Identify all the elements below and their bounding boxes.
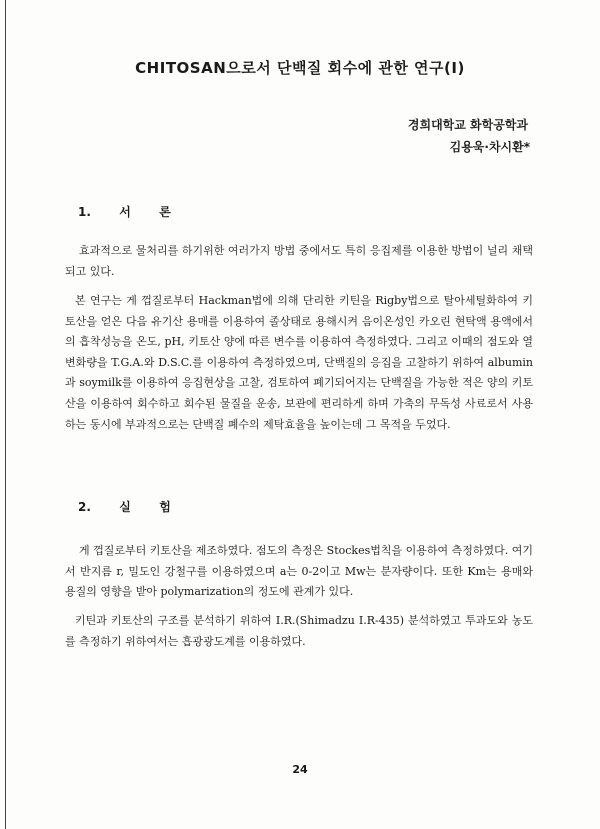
section-heading-experiment bbox=[78, 498, 171, 515]
section-number: 1. bbox=[78, 205, 91, 219]
affiliation: 경희대학교 화학공학과 bbox=[407, 118, 528, 132]
intro-paragraph-2: 본 연구는 게 껍질로부터 Hackman법에 의해 단리한 키틴을 Rigby법으로 탈아세틸화하여 키토산을 얻은 다음 유기산 용매를 이용하여 졸상태로 용해시켜 음이온성인 카오린 현탁액 용액에서의 흡착성능을 온도, pH, 키토산 양에 따른 변수를 이용하여 측정하였다. 그리고 이때의 점도와 열변화량을 T.G.A.와 D.S.C.를 이용하여 측정하였으며, 단백질의 응집을 고찰하기 위하여 albumin과 soymilk를 이용하여 응집현상을 고찰, 검토하여 폐기되어지는 단백질을 가능한 적은 양의 키토산을 이용하여 회수하고 회수된 물질을 운송, 보관에 편리하게 하며 가축의 무독성 사료로서 사용하는 동시에 부과적으로는 단백질 폐수의 제탁효율을 높이는데 그 목적을 두었다. bbox=[65, 294, 533, 431]
paper-title: CHITOSAN으로서 단백질 회수에 관한 연구(Ⅰ) bbox=[135, 59, 465, 77]
section-heading-introduction bbox=[78, 203, 171, 220]
scan-border-line bbox=[5, 0, 6, 829]
section-number: 2. bbox=[78, 500, 91, 514]
section-title-char: 론 bbox=[159, 205, 171, 219]
intro-paragraph-1: 효과적으로 물처리를 하기위한 여러가지 방법 중에서도 특히 응집제를 이용한 방법이 널리 채택되고 있다. bbox=[65, 244, 533, 278]
section-title-char: 서 bbox=[119, 205, 131, 219]
experiment-paragraph-2: 키틴과 키토산의 구조를 분석하기 위하여 I.R.(Shimadzu I.R-435) 분석하였고 투과도와 농도를 측정하기 위하여서는 흡광광도계를 이용하였다. bbox=[65, 614, 533, 648]
page-number: 24 bbox=[292, 763, 308, 776]
section-title-char: 험 bbox=[159, 500, 171, 514]
section-title-char: 실 bbox=[119, 500, 131, 514]
authors: 김용욱·차시환* bbox=[449, 140, 530, 154]
experiment-paragraph-1: 게 껍질로부터 키토산을 제조하였다. 점도의 측정은 Stockes법칙을 이용하여 측정하였다. 여기서 반지름 r, 밀도인 강철구를 이용하였으며 a는 0-2이고 Mw는 분자량이다. 또한 Km는 용매와 용질의 영향을 받아 polymarization의 정도에 관계가 있다. bbox=[65, 544, 533, 599]
